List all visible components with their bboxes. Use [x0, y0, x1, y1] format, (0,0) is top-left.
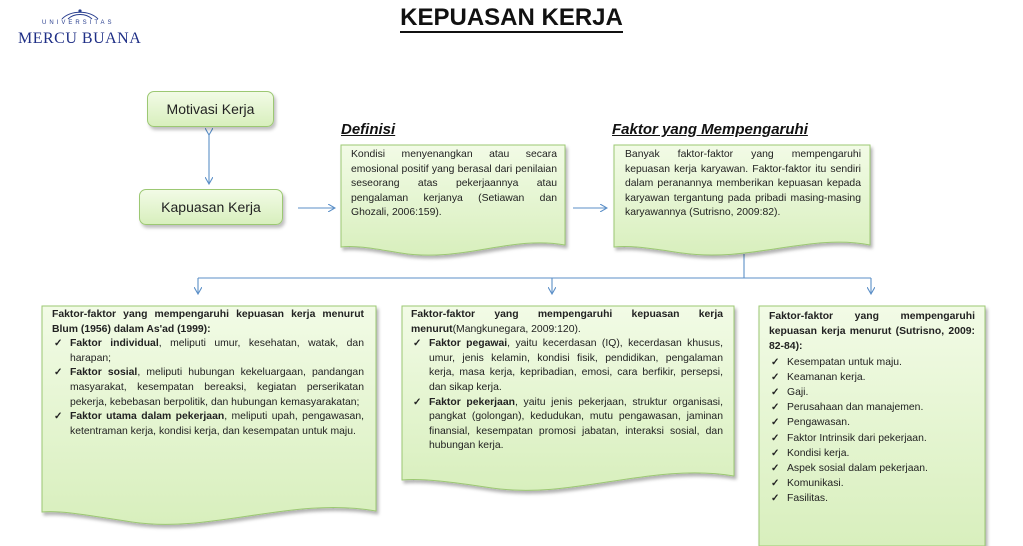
mangkunegara-list [411, 337, 723, 454]
faktor-text: Banyak faktor-faktor yang mempengaruhi kepuasan kerja karyawan. Faktor-faktor itu sendiri dalam peranannya memberikan kepuasan kepada karyawan tergantung pada pribadi masing-masing karyawannya (Sutrisno, 2009:82). [625, 149, 861, 219]
definisi-box [341, 145, 565, 260]
mangkunegara-content [411, 308, 723, 454]
list-item: ✓ Keamanan kerja. [769, 370, 975, 385]
list-item: ✓ Faktor sosial, meliputi hubungan kekeluargaan, pandangan masyarakat, kesempatan bereaksi, kegiatan perserikatan pekerja, kebebasan berpolitik, dan hubungan kemasyarakatan; [52, 366, 364, 410]
sutrisno-box [759, 306, 985, 537]
node-kepuasan-kerja: Kapuasan Kerja [139, 189, 283, 225]
blum-header: Faktor-faktor yang mempengaruhi kepuasan kerja menurut Blum (1956) dalam As'ad (1999): [52, 309, 364, 335]
list-item: ✓ Faktor pekerjaan, yaitu jenis pekerjaan, struktur organisasi, pangkat (golongan), kedudukan, mutu pengawasan, jaminan finansial, kesempatan promosi jabatan, interaksi sosial, dan hubungan kerja. [411, 396, 723, 454]
definisi-heading: Definisi [341, 121, 396, 138]
sutrisno-list [769, 355, 975, 507]
list-item: ✓ Faktor utama dalam pekerjaan, meliputi upah, pengawasan, ketentraman kerja, kondisi kerja, dan kesempatan untuk maju. [52, 410, 364, 439]
faktor-box [614, 145, 870, 260]
mangkunegara-box [402, 306, 734, 496]
blum-box [42, 306, 376, 530]
list-item: ✓ Faktor pegawai, yaitu kecerdasan (IQ), kecerdasan khusus, umur, jenis kelamin, kondisi fisik, pendidikan, pengalaman kerja, masa kerja, kepribadian, emosi, cara berfikir, persepsi, dan sikap kerja. [411, 337, 723, 395]
sutrisno-content [769, 309, 975, 507]
list-item: ✓ Perusahaan dan manajemen. [769, 400, 975, 415]
list-item: ✓ Kondisi kerja. [769, 446, 975, 461]
node-motivasi-kerja: Motivasi Kerja [147, 91, 274, 127]
logo-main-text: MERCU BUANA [18, 30, 142, 47]
list-item: ✓ Fasilitas. [769, 491, 975, 506]
mangkunegara-header: Faktor-faktor yang mempengaruhi kepuasan kerja menurut(Mangkunegara, 2009:120). [411, 309, 723, 335]
list-item: ✓ Gaji. [769, 385, 975, 400]
faktor-heading: Faktor yang Mempengaruhi [612, 121, 808, 138]
list-item: ✓ Faktor individual, meliputi umur, kesehatan, watak, dan harapan; [52, 337, 364, 366]
list-item: ✓ Komunikasi. [769, 476, 975, 491]
sutrisno-header: Faktor-faktor yang mempengaruhi kepuasan kerja menurut (Sutrisno, 2009: 82-84): [769, 311, 975, 353]
list-item: ✓ Aspek sosial dalam pekerjaan. [769, 461, 975, 476]
page-title: KEPUASAN KERJA [400, 4, 623, 31]
list-item: ✓ Faktor Intrinsik dari pekerjaan. [769, 431, 975, 446]
logo-top-text: UNIVERSITAS [42, 20, 115, 26]
definisi-text: Kondisi menyenangkan atau secara emosional positif yang berasal dari penilaian seseorang atas pekerjaannya atau pengalaman kerjanya (Setiawan dan Ghozali, 2006:159). [351, 149, 557, 219]
blum-content [52, 308, 364, 439]
blum-list [52, 337, 364, 439]
list-item: ✓ Pengawasan. [769, 415, 975, 430]
list-item: ✓ Kesempatan untuk maju. [769, 355, 975, 370]
